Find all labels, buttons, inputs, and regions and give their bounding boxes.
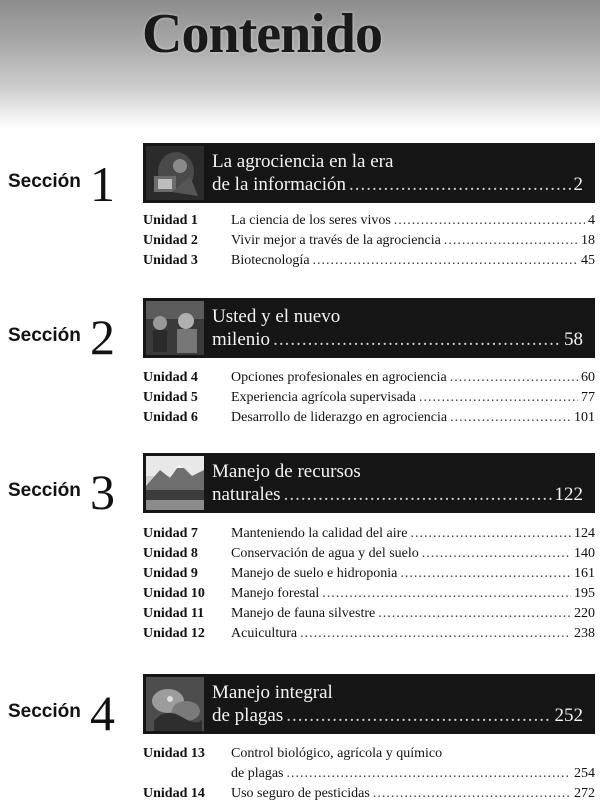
section-banner[interactable]: [143, 453, 595, 513]
section-number: 1: [90, 156, 115, 212]
dot-leader: [373, 786, 571, 802]
unit-page-number: 254: [574, 766, 595, 781]
unit-row[interactable]: [143, 213, 595, 233]
unit-page-number: 45: [581, 253, 595, 268]
unit-page-number: 77: [581, 390, 595, 405]
section-title: [212, 681, 583, 727]
unit-title: Manejo forestal: [231, 586, 320, 601]
unit-label: Unidad 11: [143, 606, 205, 621]
unit-title: Opciones profesionales en agrociencia: [231, 370, 447, 385]
unit-label: Unidad 9: [143, 566, 198, 581]
section-photo-thumbnail: [146, 301, 204, 355]
section-number: 3: [90, 464, 115, 520]
unit-page-number: 238: [574, 626, 595, 641]
section-photo-thumbnail: [146, 146, 204, 200]
section-title-line: Usted y el nuevo: [212, 306, 341, 327]
unit-label: Unidad 13: [143, 746, 205, 761]
section-photo-thumbnail: [146, 677, 204, 731]
unit-list: [143, 370, 595, 430]
dot-leader: [450, 370, 578, 386]
section-banner[interactable]: [143, 143, 595, 203]
unit-title: Control biológico, agrícola y químico: [231, 746, 443, 761]
dot-leader: [286, 766, 571, 782]
unit-title: Biotecnología: [231, 253, 310, 268]
dot-leader: [400, 566, 571, 582]
dot-leader: [349, 173, 570, 196]
section-title-line: milenio: [212, 329, 271, 350]
unit-page-number: 101: [574, 410, 595, 425]
unit-title: La ciencia de los seres vivos: [231, 213, 391, 228]
section-title-line: de la información: [212, 174, 347, 195]
unit-row[interactable]: [143, 253, 595, 273]
unit-page-number: 161: [574, 566, 595, 581]
unit-label: Unidad 12: [143, 626, 205, 641]
section-label: Sección: [8, 325, 81, 346]
dot-leader: [410, 526, 571, 542]
unit-row[interactable]: [143, 233, 595, 253]
dot-leader: [300, 626, 571, 642]
section-label: Sección: [8, 701, 81, 722]
dot-leader: [273, 328, 561, 351]
section-title-line: La agrociencia en la era: [212, 151, 394, 172]
dot-leader: [313, 253, 578, 269]
unit-title: Experiencia agrícola supervisada: [231, 390, 417, 405]
unit-title-continued: de plagas: [231, 766, 284, 781]
section-title-line: Manejo integral: [212, 682, 333, 703]
section-label: Sección: [8, 171, 81, 192]
unit-title: Desarrollo de liderazgo en agrociencia: [231, 410, 448, 425]
unit-label: Unidad 5: [143, 390, 198, 405]
section-page-number: 58: [564, 329, 583, 350]
unit-row[interactable]: [143, 786, 595, 806]
section-title-line: Manejo de recursos: [212, 461, 361, 482]
page-title: Contenido: [142, 3, 382, 65]
section-number: 4: [90, 685, 115, 741]
section-title-line: de plagas: [212, 705, 284, 726]
unit-list: [143, 746, 595, 806]
unit-page-number: 4: [588, 213, 595, 228]
unit-list: [143, 526, 595, 646]
section-page-number: 252: [554, 705, 583, 726]
section-page-number: 2: [573, 174, 583, 195]
section-title: [212, 150, 583, 196]
unit-row[interactable]: [143, 746, 595, 786]
section-title: [212, 460, 583, 506]
unit-page-number: 220: [574, 606, 595, 621]
unit-row[interactable]: [143, 566, 595, 586]
section-banner[interactable]: [143, 298, 595, 358]
unit-page-number: 140: [574, 546, 595, 561]
section-number: 2: [90, 309, 115, 365]
unit-page-number: 60: [581, 370, 595, 385]
unit-list: [143, 213, 595, 273]
unit-title: Acuicultura: [231, 626, 298, 641]
unit-title: Vivir mejor a través de la agrociencia: [231, 233, 441, 248]
unit-label: Unidad 2: [143, 233, 198, 248]
dot-leader: [286, 704, 551, 727]
unit-row[interactable]: [143, 606, 595, 626]
unit-row[interactable]: [143, 626, 595, 646]
unit-label: Unidad 4: [143, 370, 198, 385]
dot-leader: [394, 213, 585, 229]
unit-row[interactable]: [143, 546, 595, 566]
unit-row[interactable]: [143, 526, 595, 546]
dot-leader: [450, 410, 571, 426]
dot-leader: [444, 233, 578, 249]
section-label: Sección: [8, 480, 81, 501]
unit-title: Manteniendo la calidad del aire: [231, 526, 408, 541]
dot-leader: [284, 483, 552, 506]
dot-leader: [378, 606, 571, 622]
section-photo-thumbnail: [146, 456, 204, 510]
unit-title: Uso seguro de pesticidas: [231, 786, 370, 801]
unit-label: Unidad 3: [143, 253, 198, 268]
unit-page-number: 124: [574, 526, 595, 541]
section-title-line: naturales: [212, 484, 281, 505]
unit-label: Unidad 10: [143, 586, 205, 601]
unit-title: Conservación de agua y del suelo: [231, 546, 419, 561]
section-title: [212, 305, 583, 351]
unit-title: Manejo de suelo e hidroponia: [231, 566, 398, 581]
unit-page-number: 195: [574, 586, 595, 601]
unit-page-number: 18: [581, 233, 595, 248]
header-banner: [0, 0, 600, 128]
unit-title: Manejo de fauna silvestre: [231, 606, 376, 621]
unit-row[interactable]: [143, 370, 595, 390]
unit-label: Unidad 8: [143, 546, 198, 561]
dot-leader: [419, 390, 578, 406]
unit-label: Unidad 6: [143, 410, 198, 425]
unit-page-number: 272: [574, 786, 595, 801]
dot-leader: [422, 546, 571, 562]
unit-label: Unidad 7: [143, 526, 198, 541]
unit-row[interactable]: [143, 390, 595, 410]
dot-leader: [322, 586, 571, 602]
unit-row[interactable]: [143, 410, 595, 430]
section-banner[interactable]: [143, 674, 595, 734]
unit-label: Unidad 1: [143, 213, 198, 228]
unit-row[interactable]: [143, 586, 595, 606]
unit-label: Unidad 14: [143, 786, 205, 801]
section-page-number: 122: [554, 484, 583, 505]
